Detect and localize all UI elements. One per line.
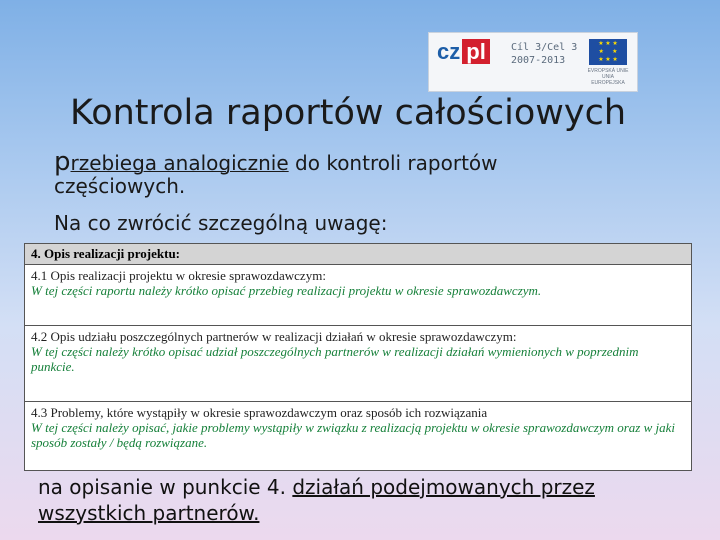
form-section-4-2 xyxy=(25,326,691,402)
section-heading: 4.1 Opis realizacji projektu w okresie sprawozdawczym: xyxy=(31,268,326,283)
logo-pl: pl xyxy=(462,39,490,64)
eu-flag-icon: ★ ★ ★ ★ ★ ★ ★ ★ xyxy=(589,39,627,65)
section-hint: W tej części należy opisać, jakie problemy wystąpiły w związku z realizacją projektu w okresie sprawozdawczym oraz w jaki sposób zostały / będą rozwiązane. xyxy=(31,420,676,450)
form-section-4-1 xyxy=(25,265,691,326)
attention-paragraph: Na co zwrócić szczególną uwagę: xyxy=(54,211,388,235)
logo-program-line2: 2007-2013 xyxy=(511,55,566,66)
conclusion-paragraph xyxy=(38,474,698,526)
logo-brand xyxy=(437,41,490,63)
logo-program-line1: Cíl 3/Cel 3 xyxy=(511,42,578,53)
intro-paragraph xyxy=(54,147,614,198)
section-heading: 4.2 Opis udziału poszczególnych partnerów w realizacji działań w okresie sprawozdawczym: xyxy=(31,329,517,344)
form-section-4-3 xyxy=(25,402,691,478)
logo-cz: cz xyxy=(437,39,461,64)
report-form-excerpt xyxy=(24,243,692,471)
eu-label: EVROPSKÁ UNIE UNIA EUROPEJSKA xyxy=(587,68,629,86)
cz-pl-program-logo xyxy=(428,32,638,92)
section-hint: W tej części należy krótko opisać udział poszczególnych partnerów w realizacji działań wymienionych w poprzednim punkcie. xyxy=(31,344,639,374)
conclusion-lead: na opisanie w punkcie 4. xyxy=(38,475,293,499)
section-heading: 4.3 Problemy, które wystąpiły w okresie sprawozdawczym oraz sposób ich rozwiązania xyxy=(31,405,488,420)
section-hint: W tej części raportu należy krótko opisać przebieg realizacji projektu w okresie sprawozdawczym. xyxy=(31,283,542,298)
logo-program-text xyxy=(511,41,577,67)
slide-title: Kontrola raportów całościowych xyxy=(70,93,627,133)
conclusion-underlined: działań podejmowanych przez wszystkich partnerów. xyxy=(38,475,595,525)
intro-rest: do kontroli raportów częściowych. xyxy=(54,151,498,198)
intro-underlined: rzebiega analogicznie xyxy=(70,151,289,175)
form-section-header: 4. Opis realizacji projektu: xyxy=(25,244,691,265)
intro-first-letter: p xyxy=(54,147,71,177)
